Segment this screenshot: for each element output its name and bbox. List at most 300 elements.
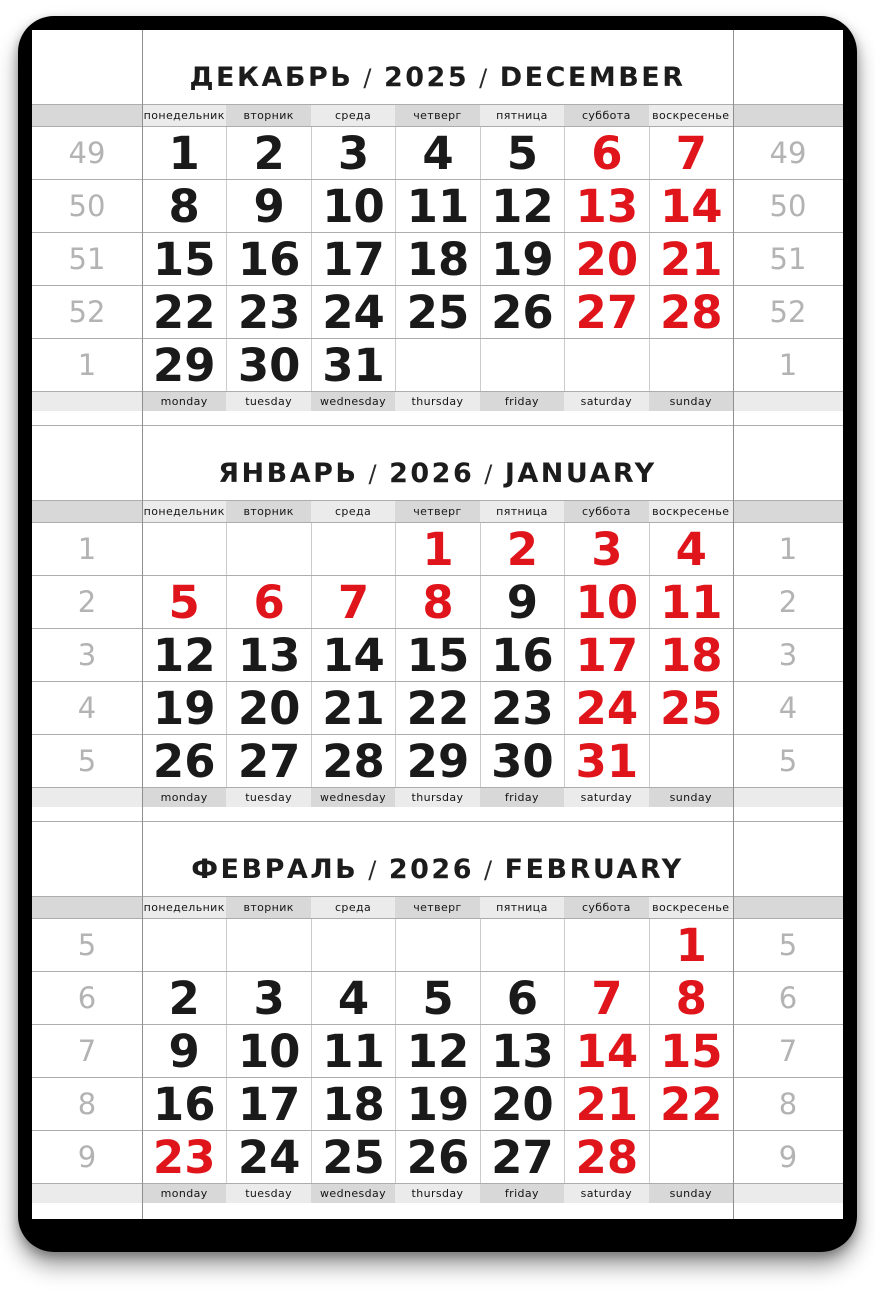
week-number-left: 6 bbox=[77, 980, 97, 1015]
day-cell bbox=[649, 523, 733, 575]
weekday-ru-label-monday: понедельник bbox=[142, 105, 226, 126]
day-cell bbox=[480, 629, 564, 681]
day-cell bbox=[564, 286, 648, 338]
day-number: 19 bbox=[491, 232, 554, 286]
holiday-day-number: 13 bbox=[575, 179, 639, 233]
title-separator: / bbox=[479, 64, 490, 92]
week-number-left: 8 bbox=[77, 1086, 97, 1121]
day-cell bbox=[142, 180, 226, 232]
week-number-left: 5 bbox=[77, 743, 97, 778]
holiday-day-number: 28 bbox=[659, 285, 723, 339]
day-number: 26 bbox=[406, 1130, 470, 1184]
week-row bbox=[32, 576, 843, 629]
day-cell bbox=[480, 127, 564, 179]
month-bottom-spacer bbox=[32, 807, 843, 821]
day-number: 12 bbox=[152, 628, 216, 682]
day-number: 29 bbox=[406, 734, 470, 788]
day-cell bbox=[142, 682, 226, 734]
day-cell bbox=[649, 629, 733, 681]
day-cell bbox=[226, 127, 310, 179]
day-cell bbox=[311, 339, 395, 391]
weekday-en-label-tuesday: tuesday bbox=[226, 788, 310, 807]
holiday-day-number: 18 bbox=[659, 628, 723, 682]
weekday-en-label-tuesday: tuesday bbox=[226, 1184, 310, 1203]
holiday-day-number: 3 bbox=[591, 522, 623, 576]
day-number: 10 bbox=[237, 1024, 301, 1078]
month-name-ru: ЯНВАРЬ bbox=[218, 458, 359, 489]
day-cell-empty bbox=[649, 339, 733, 391]
day-cell bbox=[142, 1025, 226, 1077]
week-number-left: 52 bbox=[68, 294, 106, 329]
day-cell bbox=[226, 735, 310, 787]
day-number: 22 bbox=[406, 681, 470, 735]
holiday-day-number: 17 bbox=[575, 628, 639, 682]
day-cell-empty bbox=[649, 1131, 733, 1183]
weekday-en-label-saturday: saturday bbox=[564, 392, 648, 411]
day-cell bbox=[226, 286, 310, 338]
week-column-right-divider bbox=[733, 30, 734, 1219]
week-row bbox=[32, 1131, 843, 1184]
weekday-ru-label-sunday: воскресенье bbox=[649, 897, 733, 918]
week-number-right: 1 bbox=[778, 347, 798, 382]
day-number: 21 bbox=[322, 681, 385, 735]
weekday-ru-label-sunday: воскресенье bbox=[649, 105, 733, 126]
day-cell bbox=[480, 1025, 564, 1077]
day-cell bbox=[226, 682, 310, 734]
weekday-en-header-row bbox=[32, 1184, 843, 1203]
day-cell bbox=[142, 629, 226, 681]
day-cell bbox=[311, 1025, 395, 1077]
day-number: 13 bbox=[237, 628, 301, 682]
holiday-day-number: 14 bbox=[659, 179, 723, 233]
day-cell bbox=[649, 682, 733, 734]
holiday-day-number: 25 bbox=[659, 681, 723, 735]
week-column-spacer bbox=[32, 30, 142, 104]
day-cell bbox=[311, 576, 395, 628]
day-number: 19 bbox=[152, 681, 216, 735]
holiday-day-number: 4 bbox=[675, 522, 707, 576]
weekday-ru-label-tuesday: вторник bbox=[226, 105, 310, 126]
day-cell bbox=[649, 233, 733, 285]
day-cell bbox=[395, 735, 479, 787]
weekday-en-label-saturday: saturday bbox=[564, 788, 648, 807]
week-column-spacer bbox=[733, 822, 843, 896]
day-number: 23 bbox=[491, 681, 554, 735]
weekday-en-header-row bbox=[32, 788, 843, 807]
week-row bbox=[32, 629, 843, 682]
month-title bbox=[142, 30, 733, 104]
day-cell bbox=[226, 1078, 310, 1130]
weekday-en-label-sunday: sunday bbox=[649, 788, 733, 807]
day-cell bbox=[649, 286, 733, 338]
day-cell bbox=[480, 523, 564, 575]
holiday-day-number: 7 bbox=[675, 126, 707, 180]
day-number: 26 bbox=[152, 734, 216, 788]
month-name-en: JANUARY bbox=[504, 458, 657, 489]
month-block-february bbox=[32, 821, 843, 1219]
holiday-day-number: 1 bbox=[422, 522, 454, 576]
day-number: 2 bbox=[168, 971, 200, 1025]
weekday-ru-label-monday: понедельник bbox=[142, 501, 226, 522]
day-number: 17 bbox=[322, 232, 385, 286]
day-number: 16 bbox=[491, 628, 554, 682]
day-cell bbox=[142, 1078, 226, 1130]
title-separator: / bbox=[368, 856, 379, 884]
day-cell-empty bbox=[226, 919, 310, 971]
weekday-ru-label-wednesday: среда bbox=[311, 501, 395, 522]
week-column-spacer bbox=[32, 426, 142, 500]
month-title-text bbox=[189, 62, 685, 93]
title-separator: / bbox=[368, 460, 380, 488]
week-column-band bbox=[733, 501, 843, 522]
day-number: 13 bbox=[491, 1024, 554, 1078]
week-row bbox=[32, 1078, 843, 1131]
week-row bbox=[32, 735, 843, 788]
day-number: 12 bbox=[406, 1024, 470, 1078]
day-cell bbox=[649, 1025, 733, 1077]
week-column-band bbox=[32, 392, 142, 411]
day-cell bbox=[311, 972, 395, 1024]
day-number: 25 bbox=[406, 285, 470, 339]
month-name-en: FEBRUARY bbox=[504, 854, 684, 885]
week-column-spacer bbox=[733, 426, 843, 500]
month-year: 2025 bbox=[383, 62, 470, 93]
weekday-ru-header-row bbox=[32, 105, 843, 127]
day-cell-empty bbox=[649, 735, 733, 787]
day-cell bbox=[395, 1025, 479, 1077]
week-number-left: 51 bbox=[68, 241, 106, 276]
weekday-en-header-row bbox=[32, 392, 843, 411]
day-number: 27 bbox=[491, 1130, 554, 1184]
day-cell bbox=[311, 1131, 395, 1183]
holiday-day-number: 7 bbox=[337, 575, 370, 629]
day-cell bbox=[311, 629, 395, 681]
day-number: 29 bbox=[152, 338, 216, 392]
weekday-en-label-tuesday: tuesday bbox=[226, 392, 310, 411]
week-number-right: 49 bbox=[769, 135, 807, 170]
weekday-en-label-thursday: thursday bbox=[395, 1184, 479, 1203]
weekday-ru-label-wednesday: среда bbox=[311, 897, 395, 918]
week-column-band bbox=[32, 1184, 142, 1203]
day-cell bbox=[142, 1131, 226, 1183]
day-cell bbox=[480, 286, 564, 338]
day-cell bbox=[480, 1131, 564, 1183]
day-number: 31 bbox=[322, 338, 385, 392]
month-name-ru: ДЕКАБРЬ bbox=[189, 62, 354, 93]
week-number-left: 3 bbox=[77, 637, 97, 672]
week-row bbox=[32, 919, 843, 972]
weekday-ru-label-friday: пятница bbox=[480, 105, 564, 126]
weekday-ru-header-row bbox=[32, 501, 843, 523]
day-number: 17 bbox=[237, 1077, 301, 1131]
day-cell-empty bbox=[142, 919, 226, 971]
weekday-en-label-friday: friday bbox=[480, 1184, 564, 1203]
holiday-day-number: 8 bbox=[422, 575, 454, 629]
weekday-ru-label-tuesday: вторник bbox=[226, 501, 310, 522]
day-cell bbox=[142, 127, 226, 179]
month-name-en: DECEMBER bbox=[499, 62, 686, 93]
weekday-ru-label-tuesday: вторник bbox=[226, 897, 310, 918]
week-number-right: 1 bbox=[778, 531, 798, 566]
day-number: 15 bbox=[406, 628, 470, 682]
week-number-right: 50 bbox=[769, 188, 807, 223]
holiday-day-number: 6 bbox=[591, 126, 623, 180]
day-cell bbox=[564, 629, 648, 681]
holiday-day-number: 2 bbox=[506, 522, 539, 576]
day-cell bbox=[226, 1131, 310, 1183]
title-separator: / bbox=[363, 64, 374, 92]
week-number-right: 7 bbox=[778, 1033, 798, 1068]
weekday-en-label-sunday: sunday bbox=[649, 1184, 733, 1203]
day-number: 5 bbox=[506, 126, 539, 180]
day-cell bbox=[649, 1078, 733, 1130]
month-block-december bbox=[32, 30, 843, 425]
day-cell bbox=[226, 180, 310, 232]
weekday-ru-label-thursday: четверг bbox=[395, 897, 479, 918]
week-column-band bbox=[32, 501, 142, 522]
day-cell-empty bbox=[564, 919, 648, 971]
day-number: 11 bbox=[322, 1024, 385, 1078]
weekday-ru-label-thursday: четверг bbox=[395, 501, 479, 522]
day-cell bbox=[395, 576, 479, 628]
holiday-day-number: 15 bbox=[659, 1024, 723, 1078]
month-title-text bbox=[191, 854, 683, 885]
day-cell bbox=[649, 180, 733, 232]
week-number-right: 6 bbox=[778, 980, 798, 1015]
day-cell bbox=[311, 682, 395, 734]
day-cell bbox=[311, 233, 395, 285]
day-number: 16 bbox=[237, 232, 301, 286]
day-cell bbox=[311, 127, 395, 179]
weekday-en-label-saturday: saturday bbox=[564, 1184, 648, 1203]
day-cell bbox=[649, 576, 733, 628]
month-bottom-spacer bbox=[32, 411, 843, 425]
day-cell bbox=[311, 1078, 395, 1130]
day-number: 3 bbox=[337, 126, 370, 180]
holiday-day-number: 5 bbox=[168, 575, 200, 629]
day-cell-empty bbox=[226, 523, 310, 575]
weekday-ru-label-thursday: четверг bbox=[395, 105, 479, 126]
day-number: 6 bbox=[506, 971, 539, 1025]
day-cell bbox=[649, 972, 733, 1024]
weekday-ru-label-saturday: суббота bbox=[564, 897, 648, 918]
day-cell bbox=[226, 972, 310, 1024]
day-number: 15 bbox=[152, 232, 216, 286]
holiday-day-number: 24 bbox=[575, 681, 639, 735]
weekday-en-label-wednesday: wednesday bbox=[311, 392, 395, 411]
month-title bbox=[142, 822, 733, 896]
day-number: 22 bbox=[152, 285, 216, 339]
day-cell bbox=[226, 233, 310, 285]
week-column-spacer bbox=[32, 822, 142, 896]
day-number: 11 bbox=[406, 179, 470, 233]
day-cell-empty bbox=[311, 523, 395, 575]
day-number: 20 bbox=[491, 1077, 554, 1131]
day-cell bbox=[564, 523, 648, 575]
month-year: 2026 bbox=[389, 458, 475, 489]
week-number-right: 51 bbox=[769, 241, 807, 276]
day-number: 14 bbox=[322, 628, 385, 682]
week-number-right: 4 bbox=[778, 690, 798, 725]
day-cell bbox=[564, 735, 648, 787]
day-number: 19 bbox=[406, 1077, 470, 1131]
week-number-right: 5 bbox=[778, 743, 798, 778]
holiday-day-number: 23 bbox=[152, 1130, 216, 1184]
months-container bbox=[32, 30, 843, 1219]
week-number-left: 1 bbox=[77, 531, 97, 566]
day-number: 9 bbox=[506, 575, 539, 629]
day-cell-empty bbox=[395, 919, 479, 971]
week-column-left-divider bbox=[142, 30, 143, 1219]
week-row bbox=[32, 180, 843, 233]
day-cell bbox=[480, 682, 564, 734]
day-number: 30 bbox=[237, 338, 301, 392]
day-cell bbox=[564, 127, 648, 179]
day-cell bbox=[226, 1025, 310, 1077]
day-number: 24 bbox=[237, 1130, 301, 1184]
day-cell bbox=[395, 682, 479, 734]
month-bottom-spacer bbox=[32, 1203, 843, 1219]
day-cell-empty bbox=[480, 919, 564, 971]
day-cell bbox=[395, 629, 479, 681]
holiday-day-number: 28 bbox=[575, 1130, 639, 1184]
holiday-day-number: 6 bbox=[253, 575, 285, 629]
day-number: 5 bbox=[422, 971, 454, 1025]
weekday-ru-label-wednesday: среда bbox=[311, 105, 395, 126]
day-cell bbox=[142, 233, 226, 285]
week-number-left: 7 bbox=[77, 1033, 97, 1068]
holiday-day-number: 27 bbox=[575, 285, 639, 339]
weekday-en-label-wednesday: wednesday bbox=[311, 788, 395, 807]
day-cell bbox=[142, 339, 226, 391]
day-cell bbox=[564, 682, 648, 734]
day-cell bbox=[564, 576, 648, 628]
day-cell-empty bbox=[564, 339, 648, 391]
weekday-ru-label-sunday: воскресенье bbox=[649, 501, 733, 522]
week-number-left: 9 bbox=[77, 1139, 97, 1174]
day-cell bbox=[480, 180, 564, 232]
month-block-january bbox=[32, 425, 843, 821]
weekday-en-label-wednesday: wednesday bbox=[311, 1184, 395, 1203]
holiday-day-number: 8 bbox=[675, 971, 707, 1025]
day-cell bbox=[480, 972, 564, 1024]
day-number: 27 bbox=[237, 734, 301, 788]
day-number: 18 bbox=[322, 1077, 385, 1131]
week-row bbox=[32, 972, 843, 1025]
day-number: 24 bbox=[322, 285, 385, 339]
day-cell-empty bbox=[395, 339, 479, 391]
day-number: 12 bbox=[491, 179, 554, 233]
week-number-right: 52 bbox=[769, 294, 807, 329]
weekday-ru-label-saturday: суббота bbox=[564, 105, 648, 126]
day-cell bbox=[564, 972, 648, 1024]
day-cell bbox=[480, 1078, 564, 1130]
day-cell bbox=[395, 180, 479, 232]
month-name-ru: ФЕВРАЛЬ bbox=[191, 854, 359, 885]
week-number-right: 3 bbox=[778, 637, 798, 672]
weekday-en-label-monday: monday bbox=[142, 788, 226, 807]
holiday-day-number: 21 bbox=[659, 232, 723, 286]
week-column-band bbox=[733, 105, 843, 126]
day-number: 23 bbox=[237, 285, 301, 339]
month-title-row bbox=[32, 426, 843, 501]
week-column-band bbox=[733, 392, 843, 411]
day-number: 3 bbox=[253, 971, 285, 1025]
day-cell bbox=[142, 972, 226, 1024]
day-cell bbox=[311, 286, 395, 338]
day-cell bbox=[564, 1131, 648, 1183]
day-cell bbox=[649, 919, 733, 971]
weekday-en-label-monday: monday bbox=[142, 1184, 226, 1203]
day-number: 1 bbox=[168, 126, 200, 180]
week-number-right: 9 bbox=[778, 1139, 798, 1174]
week-column-band bbox=[32, 788, 142, 807]
weekday-ru-label-friday: пятница bbox=[480, 897, 564, 918]
day-cell-empty bbox=[311, 919, 395, 971]
week-number-left: 1 bbox=[77, 347, 97, 382]
week-row bbox=[32, 1025, 843, 1078]
week-row bbox=[32, 523, 843, 576]
week-row bbox=[32, 127, 843, 180]
week-column-band bbox=[733, 1184, 843, 1203]
week-row bbox=[32, 233, 843, 286]
day-number: 4 bbox=[337, 971, 370, 1025]
week-number-left: 2 bbox=[77, 584, 97, 619]
day-cell bbox=[395, 286, 479, 338]
weekday-en-label-thursday: thursday bbox=[395, 392, 479, 411]
week-column-band bbox=[32, 897, 142, 918]
holiday-day-number: 10 bbox=[575, 575, 639, 629]
day-cell bbox=[311, 180, 395, 232]
day-number: 26 bbox=[491, 285, 554, 339]
holiday-day-number: 1 bbox=[675, 918, 707, 972]
day-cell bbox=[395, 1078, 479, 1130]
month-title bbox=[142, 426, 733, 500]
holiday-day-number: 22 bbox=[659, 1077, 723, 1131]
day-number: 2 bbox=[253, 126, 285, 180]
day-number: 18 bbox=[406, 232, 470, 286]
week-number-left: 49 bbox=[68, 135, 106, 170]
day-cell bbox=[142, 576, 226, 628]
title-separator: / bbox=[484, 856, 495, 884]
day-cell bbox=[395, 523, 479, 575]
day-number: 9 bbox=[168, 1024, 200, 1078]
week-number-right: 5 bbox=[778, 927, 798, 962]
weekday-ru-label-monday: понедельник bbox=[142, 897, 226, 918]
day-number: 28 bbox=[322, 734, 385, 788]
week-number-left: 50 bbox=[68, 188, 106, 223]
day-number: 16 bbox=[152, 1077, 216, 1131]
weekday-en-label-monday: monday bbox=[142, 392, 226, 411]
day-cell bbox=[226, 576, 310, 628]
month-title-text bbox=[218, 458, 656, 489]
week-column-band bbox=[32, 105, 142, 126]
week-row bbox=[32, 682, 843, 735]
week-number-left: 5 bbox=[77, 927, 97, 962]
day-cell bbox=[564, 180, 648, 232]
day-cell bbox=[564, 233, 648, 285]
day-number: 25 bbox=[322, 1130, 385, 1184]
weekday-en-label-friday: friday bbox=[480, 392, 564, 411]
day-cell bbox=[564, 1025, 648, 1077]
day-number: 4 bbox=[422, 126, 454, 180]
week-row bbox=[32, 286, 843, 339]
weekday-ru-header-row bbox=[32, 897, 843, 919]
day-cell bbox=[311, 735, 395, 787]
week-number-left: 4 bbox=[77, 690, 97, 725]
calendar-card bbox=[32, 30, 843, 1219]
day-cell bbox=[649, 127, 733, 179]
